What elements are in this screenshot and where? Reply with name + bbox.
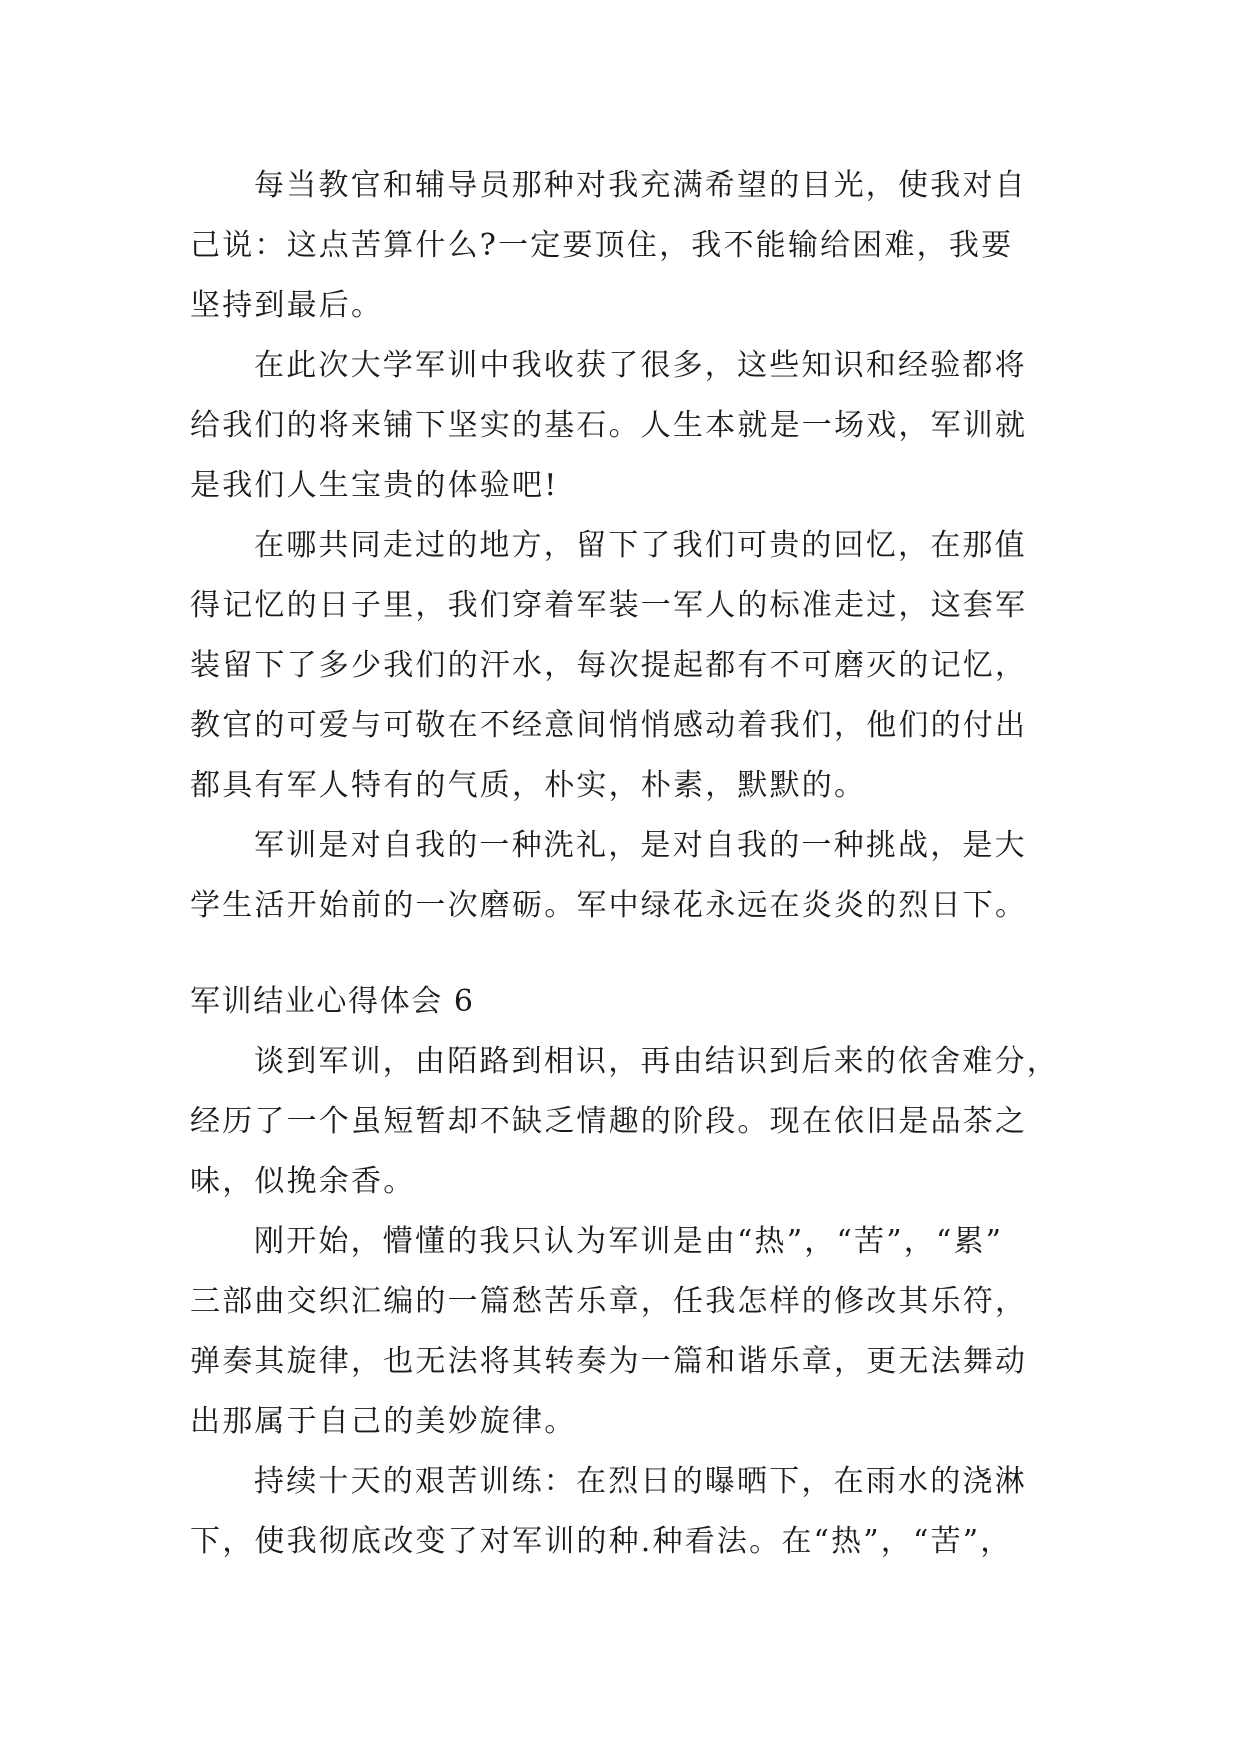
text-line: 教官的可爱与可敬在不经意间悄悄感动着我们，他们的付出 [190, 708, 1028, 743]
text-line: 味，似挽余香。 [190, 1164, 416, 1199]
text-line: 持续十天的艰苦训练：在烈日的曝晒下，在雨水的浇淋 [254, 1464, 1027, 1499]
text-line: 每当教官和辅导员那种对我充满希望的目光，使我对自 [254, 168, 1027, 203]
text-line: 谈到军训，由陌路到相识，再由结识到后来的依舍难分， [254, 1044, 1059, 1079]
text-line: 装留下了多少我们的汗水，每次提起都有不可磨灭的记忆， [190, 648, 1028, 683]
text-line: 给我们的将来铺下坚实的基石。人生本就是一场戏，军训就 [190, 408, 1028, 443]
text-line: 下，使我彻底改变了对军训的种.种看法。在“热”，“苦”， [190, 1524, 1013, 1559]
text-line: 学生活开始前的一次磨砺。军中绿花永远在炎炎的烈日下。 [190, 888, 1028, 923]
text-line: 经历了一个虽短暂却不缺乏情趣的阶段。现在依旧是品茶之 [190, 1104, 1028, 1139]
text-line: 在哪共同走过的地方，留下了我们可贵的回忆，在那值 [254, 528, 1027, 563]
text-line: 坚持到最后。 [190, 288, 384, 323]
text-line: 得记忆的日子里，我们穿着军装一军人的标准走过，这套军 [190, 588, 1028, 623]
section-heading: 军训结业心得体会 6 [190, 984, 475, 1019]
text-line: 是我们人生宝贵的体验吧! [190, 468, 559, 503]
text-line: 都具有军人特有的气质，朴实，朴素，默默的。 [190, 768, 867, 803]
text-line: 军训是对自我的一种洗礼，是对自我的一种挑战，是大 [254, 828, 1027, 863]
text-line: 三部曲交织汇编的一篇愁苦乐章，任我怎样的修改其乐符， [190, 1284, 1028, 1319]
text-line: 在此次大学军训中我收获了很多，这些知识和经验都将 [254, 348, 1027, 383]
text-line: 己说：这点苦算什么?一定要顶住，我不能输给困难，我要 [190, 228, 1014, 263]
text-line: 刚开始，懵懂的我只认为军训是由“热”，“苦”，“累” [254, 1224, 1004, 1259]
text-line: 弹奏其旋律，也无法将其转奏为一篇和谐乐章，更无法舞动 [190, 1344, 1028, 1379]
text-line: 出那属于自己的美妙旋律。 [190, 1404, 577, 1439]
